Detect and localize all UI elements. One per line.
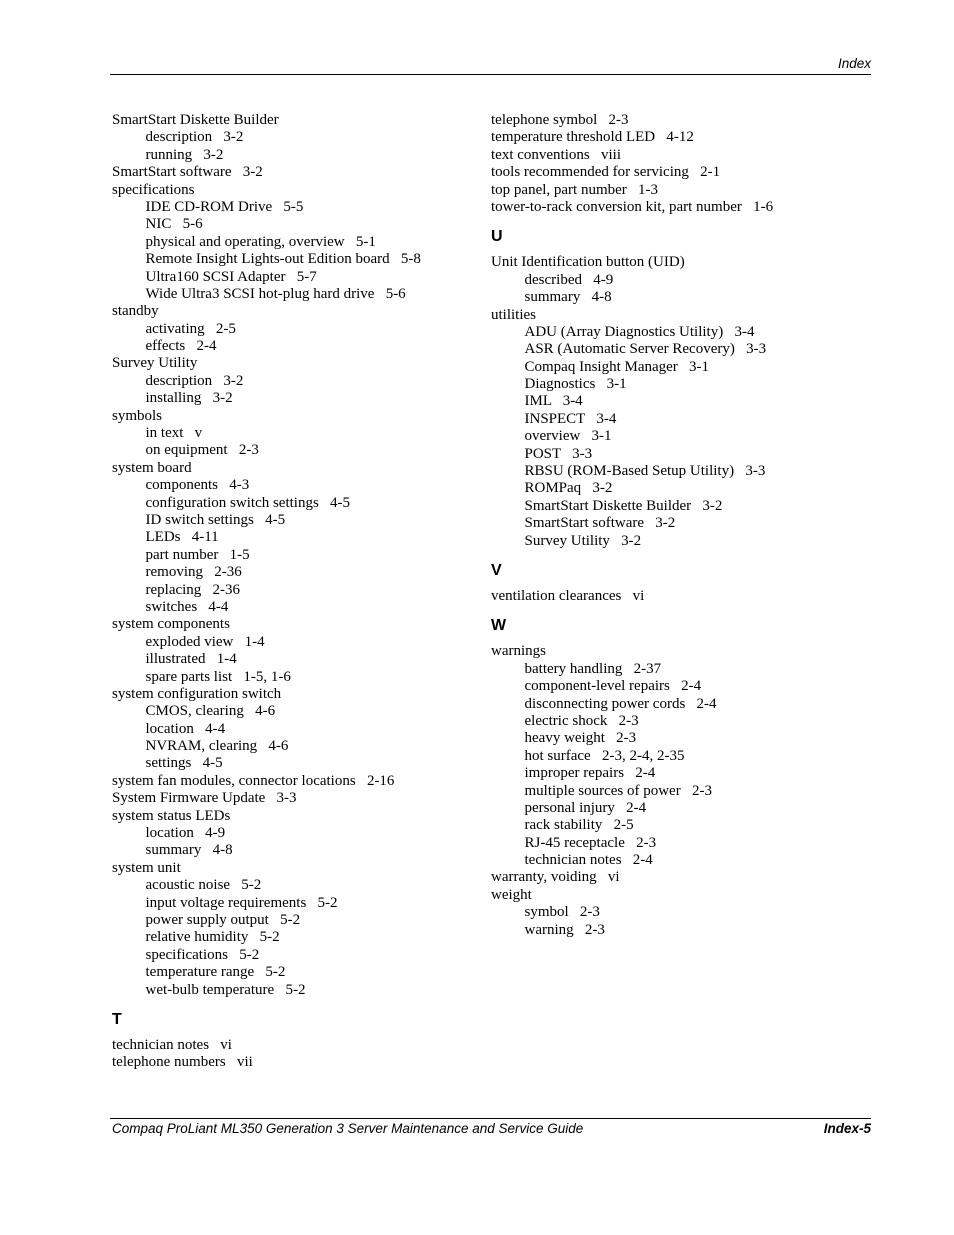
index-subentry: component-level repairs 2-4 bbox=[524, 678, 702, 695]
index-subentry: warning 2-3 bbox=[524, 921, 605, 938]
index-entry: weight bbox=[491, 886, 532, 903]
index-entry: symbols bbox=[112, 407, 163, 424]
index-subentry: relative humidity 5-2 bbox=[145, 929, 280, 946]
index-subentry: LEDs 4-11 bbox=[145, 529, 219, 546]
index-subentry: illustrated 1-4 bbox=[145, 651, 237, 668]
index-subentry: Wide Ultra3 SCSI hot-plug hard drive 5-6 bbox=[145, 285, 406, 302]
index-subentry: heavy weight 2-3 bbox=[524, 730, 637, 747]
index-subentry: hot surface 2-3, 2-4, 2-35 bbox=[524, 747, 685, 764]
footer-page-number: Index-5 bbox=[823, 1121, 871, 1136]
index-entry: tower-to-rack conversion kit, part number 1-6 bbox=[491, 198, 774, 215]
index-entry: system board bbox=[112, 459, 192, 476]
index-section-letter: T bbox=[112, 1010, 122, 1028]
index-entry: text conventions viii bbox=[491, 146, 621, 163]
index-subentry: ROMPaq 3-2 bbox=[524, 480, 613, 497]
index-subentry: input voltage requirements 5-2 bbox=[145, 894, 338, 911]
index-entry: System Firmware Update 3-3 bbox=[112, 790, 297, 807]
footer-document-title: Compaq ProLiant ML350 Generation 3 Server Maintenance and Service Guide bbox=[112, 1121, 584, 1136]
index-subentry: removing 2-36 bbox=[145, 564, 242, 581]
index-column-left bbox=[112, 112, 482, 1072]
index-subentry: multiple sources of power 2-3 bbox=[524, 782, 712, 799]
index-subentry: replacing 2-36 bbox=[145, 581, 241, 598]
index-entry: warranty, voiding vi bbox=[491, 869, 620, 886]
index-entry: system status LEDs bbox=[112, 807, 231, 824]
index-subentry: Ultra160 SCSI Adapter 5-7 bbox=[145, 268, 317, 285]
index-entry: temperature threshold LED 4-12 bbox=[491, 129, 694, 146]
index-subentry: POST 3-3 bbox=[524, 445, 593, 462]
index-subentry: switches 4-4 bbox=[145, 598, 229, 615]
index-section-letter: V bbox=[491, 561, 502, 579]
index-entry: system unit bbox=[112, 859, 181, 876]
index-subentry: disconnecting power cords 2-4 bbox=[524, 695, 717, 712]
index-subentry: configuration switch settings 4-5 bbox=[145, 494, 351, 511]
index-subentry: on equipment 2-3 bbox=[145, 442, 259, 459]
header-title: Index bbox=[837, 56, 871, 71]
index-subentry: temperature range 5-2 bbox=[145, 964, 286, 981]
index-subentry: power supply output 5-2 bbox=[145, 911, 301, 928]
index-subentry: Diagnostics 3-1 bbox=[524, 376, 627, 393]
index-entry: specifications bbox=[112, 181, 195, 198]
index-subentry: SmartStart Diskette Builder 3-2 bbox=[524, 497, 723, 514]
index-subentry: Remote Insight Lights-out Edition board 5-8 bbox=[145, 251, 421, 268]
index-entry: Survey Utility bbox=[112, 355, 198, 372]
index-section-letter: U bbox=[491, 228, 503, 246]
index-subentry: symbol 2-3 bbox=[524, 904, 600, 921]
index-subentry: effects 2-4 bbox=[145, 338, 217, 355]
index-subentry: ADU (Array Diagnostics Utility) 3-4 bbox=[524, 323, 755, 340]
index-entry: warnings bbox=[491, 643, 546, 660]
index-subentry: in text v bbox=[145, 425, 203, 442]
index-subentry: CMOS, clearing 4-6 bbox=[145, 703, 276, 720]
page-footer bbox=[110, 1118, 871, 1139]
index-entry: utilities bbox=[491, 306, 536, 323]
index-entry: telephone symbol 2-3 bbox=[491, 112, 629, 128]
index-subentry: location 4-4 bbox=[145, 720, 226, 737]
index-subentry: components 4-3 bbox=[145, 477, 250, 494]
index-entry: SmartStart software 3-2 bbox=[112, 164, 263, 181]
index-subentry: settings 4-5 bbox=[145, 755, 223, 772]
index-subentry: ASR (Automatic Server Recovery) 3-3 bbox=[524, 341, 767, 358]
index-subentry: technician notes 2-4 bbox=[524, 852, 653, 869]
index-subentry: running 3-2 bbox=[145, 146, 224, 163]
index-subentry: SmartStart software 3-2 bbox=[524, 515, 676, 532]
index-subentry: ID switch settings 4-5 bbox=[145, 511, 286, 528]
index-entry: telephone numbers vii bbox=[112, 1054, 253, 1071]
index-entry: Unit Identification button (UID) bbox=[491, 254, 685, 271]
index-subentry: personal injury 2-4 bbox=[524, 799, 647, 816]
index-subentry: part number 1-5 bbox=[145, 546, 250, 563]
index-subentry: wet-bulb temperature 5-2 bbox=[145, 981, 306, 998]
index-subentry: rack stability 2-5 bbox=[524, 817, 634, 834]
index-subentry: spare parts list 1-5, 1-6 bbox=[145, 668, 291, 685]
index-column-right bbox=[491, 112, 871, 939]
index-subentry: summary 4-8 bbox=[145, 842, 233, 859]
index-subentry: specifications 5-2 bbox=[145, 946, 260, 963]
index-subentry: described 4-9 bbox=[524, 271, 614, 288]
index-subentry: NVRAM, clearing 4-6 bbox=[145, 738, 289, 755]
index-subentry: IML 3-4 bbox=[524, 393, 583, 410]
index-subentry: physical and operating, overview 5-1 bbox=[145, 233, 376, 250]
index-entry: standby bbox=[112, 303, 159, 320]
index-subentry: IDE CD-ROM Drive 5-5 bbox=[145, 198, 304, 215]
index-subentry: INSPECT 3-4 bbox=[524, 410, 617, 427]
index-subentry: installing 3-2 bbox=[145, 390, 233, 407]
index-section-letter: W bbox=[491, 617, 507, 635]
index-entry: top panel, part number 1-3 bbox=[491, 181, 659, 198]
index-subentry: RJ-45 receptacle 2-3 bbox=[524, 834, 657, 851]
index-subentry: RBSU (ROM-Based Setup Utility) 3-3 bbox=[524, 463, 766, 480]
index-subentry: electric shock 2-3 bbox=[524, 712, 639, 729]
index-subentry: improper repairs 2-4 bbox=[524, 765, 656, 782]
index-subentry: exploded view 1-4 bbox=[145, 633, 265, 650]
index-entry: technician notes vi bbox=[112, 1036, 232, 1053]
index-entry: tools recommended for servicing 2-1 bbox=[491, 164, 721, 181]
index-entry: system configuration switch bbox=[112, 685, 282, 702]
page-header bbox=[110, 55, 871, 75]
index-subentry: NIC 5-6 bbox=[145, 216, 203, 233]
index-subentry: Compaq Insight Manager 3-1 bbox=[524, 358, 710, 375]
index-entry: system fan modules, connector locations 2-16 bbox=[112, 772, 395, 789]
index-subentry: activating 2-5 bbox=[145, 320, 236, 337]
index-subentry: description 3-2 bbox=[145, 372, 244, 389]
index-entry: SmartStart Diskette Builder bbox=[112, 112, 279, 128]
index-subentry: location 4-9 bbox=[145, 825, 226, 842]
index-subentry: Survey Utility 3-2 bbox=[524, 532, 642, 549]
index-subentry: summary 4-8 bbox=[524, 289, 612, 306]
index-entry: ventilation clearances vi bbox=[491, 587, 645, 604]
index-subentry: overview 3-1 bbox=[524, 428, 612, 445]
index-entry: system components bbox=[112, 616, 230, 633]
index-subentry: battery handling 2-37 bbox=[524, 660, 662, 677]
index-subentry: description 3-2 bbox=[145, 129, 244, 146]
index-subentry: acoustic noise 5-2 bbox=[145, 877, 262, 894]
